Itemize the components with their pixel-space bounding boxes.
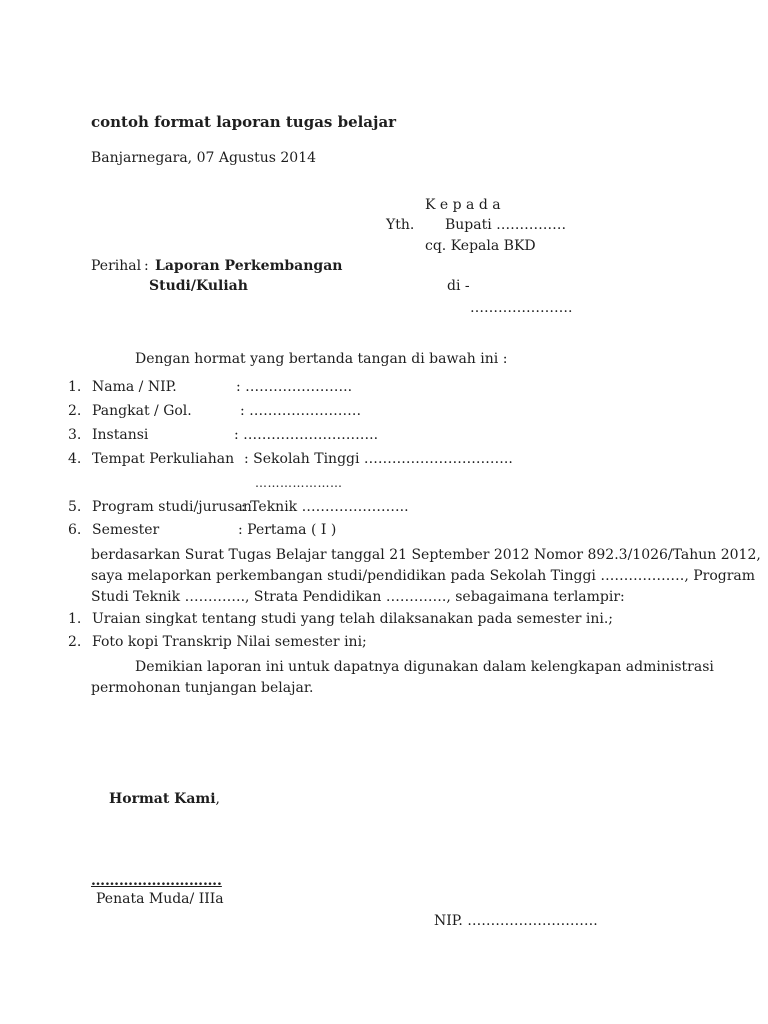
list-value: : ……………………….. bbox=[234, 427, 379, 443]
subject-label: Perihal bbox=[91, 258, 142, 274]
kepada-label: K e p a d a bbox=[425, 197, 501, 213]
signer-rank: Penata Muda/ IIIa bbox=[96, 891, 224, 907]
cq-line: cq. Kepala BKD bbox=[425, 238, 536, 254]
list-number: 2. bbox=[68, 634, 82, 650]
list-label: Semester bbox=[92, 522, 160, 538]
list-number: 1. bbox=[68, 611, 82, 627]
subject-colon: : bbox=[144, 258, 149, 274]
list-number: 1. bbox=[68, 379, 82, 395]
list-value: : Teknik ………………….. bbox=[241, 499, 409, 515]
closing-line: permohonan tunjangan belajar. bbox=[91, 680, 314, 696]
list-number: 2. bbox=[68, 403, 82, 419]
list-value-continuation: ………………… bbox=[255, 476, 343, 490]
closing-line: Demikian laporan ini untuk dapatnya digunakan dalam kelengkapan administrasi bbox=[135, 659, 714, 675]
place-date: Banjarnegara, 07 Agustus 2014 bbox=[91, 150, 317, 166]
subject-line-1: Laporan Perkembangan bbox=[155, 258, 343, 274]
body-line: Studi Teknik …………., Strata Pendidikan …………., sebagaimana terlampir: bbox=[91, 589, 625, 605]
signer-name-placeholder: ………………………. bbox=[91, 873, 222, 889]
subject-line-2: Studi/Kuliah bbox=[149, 278, 248, 294]
list-number: 6. bbox=[68, 522, 82, 538]
list-text: Uraian singkat tentang studi yang telah dilaksanakan pada semester ini.; bbox=[92, 611, 614, 627]
di-label: di - bbox=[447, 278, 470, 294]
list-number: 5. bbox=[68, 499, 82, 515]
body-line: berdasarkan Surat Tugas Belajar tanggal 21 September 2012 Nomor 892.3/1026/Tahun 2012, bbox=[91, 547, 761, 563]
bupati-line: Bupati …………… bbox=[445, 217, 567, 233]
list-label: Program studi/jurusan bbox=[92, 499, 252, 515]
body-line: saya melaporkan perkembangan studi/pendidikan pada Sekolah Tinggi ………………, Program bbox=[91, 568, 756, 584]
di-dots: …………………. bbox=[470, 300, 573, 316]
document-title: contoh format laporan tugas belajar bbox=[91, 113, 397, 131]
list-value: : ………………….. bbox=[236, 379, 353, 395]
yth-label: Yth. bbox=[386, 217, 415, 233]
list-value: : Sekolah Tinggi ………………………….. bbox=[244, 451, 513, 467]
list-value: : …………………… bbox=[240, 403, 362, 419]
regards-line bbox=[109, 790, 220, 808]
intro-paragraph: Dengan hormat yang bertanda tangan di bawah ini : bbox=[135, 351, 508, 367]
regards-text: Hormat Kami bbox=[109, 791, 216, 807]
list-text: Foto kopi Transkrip Nilai semester ini; bbox=[92, 634, 367, 650]
signer-nip: NIP. ………………………. bbox=[434, 913, 598, 929]
list-label: Pangkat / Gol. bbox=[92, 403, 192, 419]
list-label: Nama / NIP. bbox=[92, 379, 177, 395]
list-number: 4. bbox=[68, 451, 82, 467]
list-label: Instansi bbox=[92, 427, 149, 443]
regards-comma: , bbox=[215, 791, 220, 807]
list-label: Tempat Perkuliahan bbox=[92, 451, 235, 467]
list-value: : Pertama ( I ) bbox=[238, 522, 337, 538]
list-number: 3. bbox=[68, 427, 82, 443]
